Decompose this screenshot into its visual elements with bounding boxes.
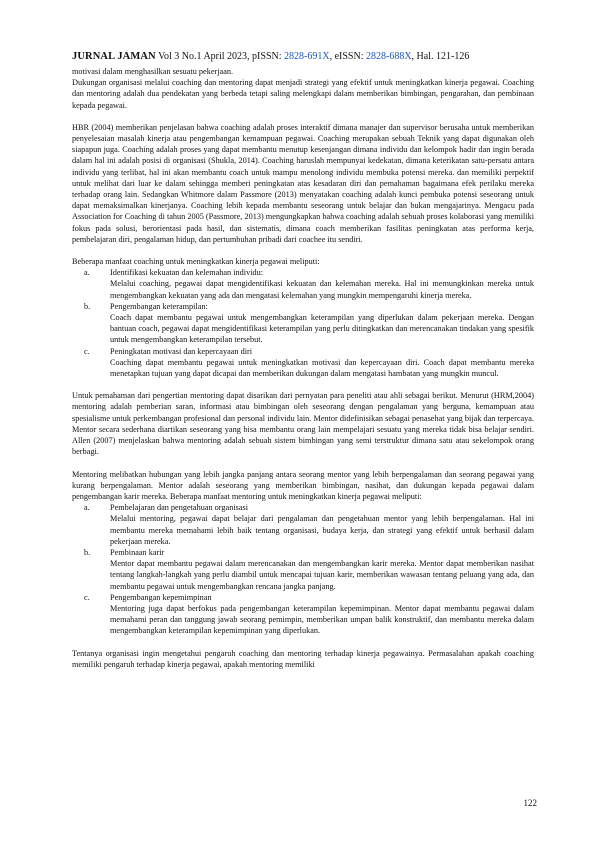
list-item [72,592,534,637]
paragraph: motivasi dalam menghasilkan sesuatu pekerjaan. [72,67,234,76]
list-item-body: Melalui mentoring, pegawai dapat belajar dari pengalaman dan pengetahuan mentor yang lebih berpengalaman. Hal ini membantu mereka memahami lebih baik tentang organisasi, budaya kerja, dan strategi yang efektif untuk berhasil dalam pekerjaan mereka. [110,514,534,546]
list-item-title: Pengembangan kepemimpinan [110,592,212,602]
list-item-title: Pembelajaran dan pengetahuan organisasi [110,503,248,513]
eissn-link[interactable]: 2828-688X [365,51,412,62]
paragraph: Tentanya organisasi ingin mengetahui pengaruh coaching dan mentoring terhadap kinerja pegawainya. Permasalahan apakah coaching memiliki pengaruh terhadap kinerja pegawai, apakah mentoring memiliki [72,648,534,669]
journal-name: JURNAL JAMAN [72,51,156,62]
list-marker: a. [84,268,90,278]
list-item-body: Coach dapat membantu pegawai untuk mengembangkan keterampilan yang diperlukan dalam pekerjaan mereka. Dengan bantuan coach, pegawai dapat mengidentifikasi keterampilan yang perlu ditingkatkan dan merencanakan tindakan yang spesifik untuk mengembangkan keterampilan tersebut. [110,313,534,345]
paragraph: HBR (2004) memberikan penjelasan bahwa coaching adalah proses interaktif dimana manajer dan supervisor berusaha untuk memberikan penyelesaian masalah kinerja atau pengembangan kemampuan pegawai. Coaching merupakan sebuah Teknik yang dapat digunakan oleh siapapun juga. Coaching adalah proses yang dapat membantu menutup kesenjangan dimana individu dan kelompok hadir dan ingin berada dalam hal ini adalah posisi di organisasi (Shukla, 2014). Coaching haruslah mempunyai kedekatan, dimana keterikatan satu-persatu antara individu yang terlibat, hal ini akan membantu coach untuk mampu menolong individu membuka potensi mereka. dan memiliki perpektif untuk melihat dari luar ke dalam sehingga memberi peningkatan atas kesadaran diri dan pemahaman bagaimana efek perilaku mereka terhadap orang lain. Sedangkan Whitmore dalam Passmore (2013) menyatakan coaching adalah kunci pembuka potensi seseorang untuk dapat memaksimalkan kinerjanya. Coaching lebih kepada membantu seseorang untuk belajar dan bukan mengajarinya. Mengacu pada Association for Coaching di tahun 2005 (Passmore, 2013) mengungkapkan bahwa coaching adalah sebuah proses kolaborasi yang memiliki fokus pada solusi, berorientasi pada hasil, dan sistematis, dimana coach memberikan fasilitas peningkatan atas performa kerja, pembelajaran diri, pengalaman hidup, dan pertumbuhan pribadi dari coachee itu sendiri. [72,122,534,244]
list-item-title: Peningkatan motivasi dan kepercayaan diri [110,346,253,356]
list-item [72,502,534,547]
list-item-body: Coaching dapat membantu pegawai untuk meningkatkan motivasi dan kepercayaan diri. Coach dapat membantu mereka menetapkan tujuan yang dapat dicapai dan memberikan dukungan dalam mengatasi hambatan yang mungkin muncul. [110,357,534,379]
paragraph: Dukungan organisasi melalui coaching dan mentoring dapat menjadi strategi yang efektif untuk meningkatkan kinerja pegawai. Coaching dan mentoring adalah dua pendekatan yang berbeda tetapi saling melengkapi dalam memberikan bimbingan, pengarahan, dan pembinaan kepada pegawai. [72,78,534,110]
list-item [72,267,534,301]
list-item [72,547,534,592]
list-item [72,301,534,346]
running-header [72,50,542,64]
paragraph: Beberapa manfaat coaching untuk meningkatkan kinerja pegawai meliputi: [72,257,320,267]
list-marker: c. [84,346,90,356]
page-range: , Hal. 121-126 [411,51,470,62]
volume-info: Vol 3 No.1 April 2023, pISSN: [155,51,285,62]
page-number: 122 [523,798,537,808]
body-text [72,66,534,670]
paragraph: Untuk pemahaman dari pengertian mentoring dapat disarikan dari pernyatan para peneliti atau ahli sebagai berikut. Menurut (HRM,2004) mentoring adalah pemberian saran, informasi atau bimbingan oleh seseorang dengan pengalaman yang berguna, kemampuan atau spesialisme untuk perkembangan profesional dan personal individu lain. Mentor didefinisikan sebagai penasehat yang bijak dan terpercaya. Mentor secara sederhana diartikan seseorang yang bisa membantu orang lain mempelajari sesuatu yang mereka tidak bisa belajar sendiri. Allen (2007) menjelaskan bahwa mentoring adalah sebuah sistem bimbingan yang semi terstruktur dimana satu atau sekelompok orang berbagi. [72,391,534,457]
list-marker: b. [84,547,91,557]
list-item-body: Mentoring juga dapat berfokus pada pengembangan keterampilan kepemimpinan. Mentor dapat membantu pegawai dalam memahami peran dan tanggung jawab seorang pemimpin, memberikan umpan balik konstruktif, dan membantu mereka dalam mengembangkan keterampilan kepemimpinan yang diperlukan. [110,603,534,636]
list-item-title: Pengembangan keterampilan: [110,301,208,311]
list-item-title: Pembinaan karir [110,547,165,557]
list-marker: c. [84,592,90,602]
list-item [72,346,534,380]
list-item-body: Melalui coaching, pegawai dapat mengidentifikasi kekuatan dan kelemahan mereka. Hal ini memungkinkan mereka untuk mengembangkan kekuatan yang ada dan mengatasi kelemahan yang mungkin mempengaruhi kinerja mereka. [110,279,534,300]
list-item-body: Mentor dapat membantu pegawai dalam merencanakan dan mengembangkan karir mereka. Mentor dapat memberikan nasihat tentang langkah-langkah yang perlu diambil untuk mencapai tujuan karir, memberikan wawasan tentang peluang yang ada, dan membantu pegawai untuk mengembangkan rencana jangka panjang. [110,559,534,591]
list-item-title: Identifikasi kekuatan dan kelemahan individu: [110,268,264,278]
pissn-link[interactable]: 2828-691X [284,51,330,62]
list-marker: b. [84,301,91,311]
paragraph: Mentoring melibatkan hubungan yang lebih jangka panjang antara seorang mentor yang lebih berpengalaman dan seorang pegawai yang kurang berpengalaman. Mentor adalah seseorang yang memberikan bimbingan, nasihat, dan dukungan kepada pegawai dalam pengembangan karir mereka. Beberapa manfaat mentoring untuk meningkatkan kinerja pegawai meliputi: [72,469,534,501]
eissn-label: , eISSN: [329,51,366,62]
coaching-benefits-list [72,267,534,379]
list-marker: a. [84,503,90,513]
mentoring-benefits-list [72,502,534,636]
